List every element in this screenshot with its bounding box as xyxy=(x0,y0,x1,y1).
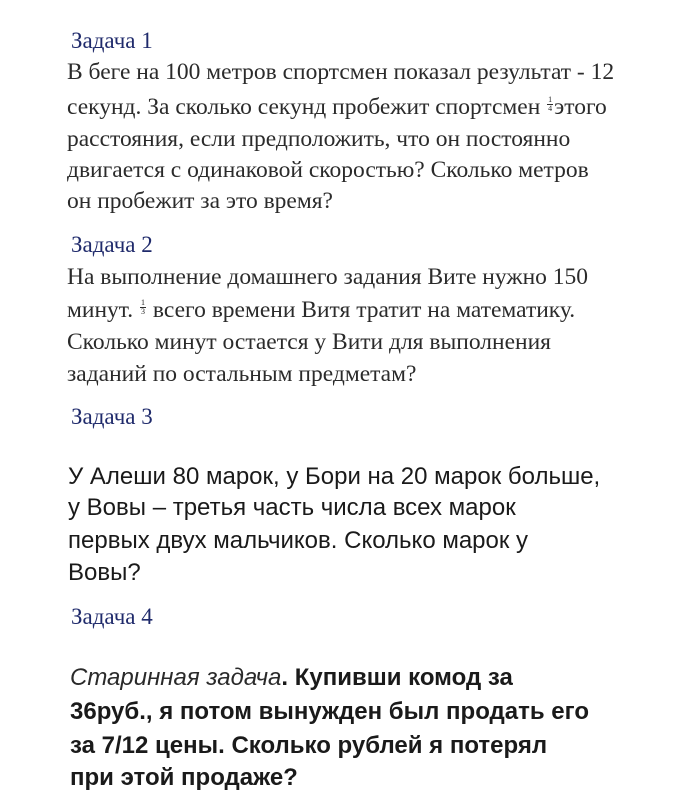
task1-text-line1: В беге на 100 метров спортсмен показал результат - 12 xyxy=(67,59,615,85)
task2-text-line2-after: всего времени Витя тратит на математику. xyxy=(147,297,576,323)
task1-text-line2 xyxy=(67,93,607,121)
task4-text-line3: за 7/12 цены. Сколько рублей я потерял xyxy=(70,732,548,759)
task1-text-line3: расстояния, если предположить, что он постоянно xyxy=(67,126,571,152)
task1-text-line2-after: этого xyxy=(554,94,607,120)
task4-text-line4: при этой продаже? xyxy=(70,764,298,791)
task1-text-line4: двигается с одинаковой скоростью? Сколько метров xyxy=(67,157,589,183)
task2-title: Задача 2 xyxy=(71,232,153,257)
task1-fraction xyxy=(547,96,553,113)
task4-text-line1 xyxy=(70,662,513,694)
task3-text-line1: У Алеши 80 марок, у Бори на 20 марок больше, xyxy=(68,463,601,490)
task4-title: Задача 4 xyxy=(71,604,153,629)
task2-text-line2 xyxy=(67,296,575,324)
task2-text-line2-before: минут. xyxy=(67,297,140,323)
task3-text-line2: у Вовы – третья часть числа всех марок xyxy=(68,494,516,521)
task3-title: Задача 3 xyxy=(71,404,153,429)
task1-fraction-denominator: 4 xyxy=(548,104,553,114)
task2-fraction-denominator: 3 xyxy=(141,307,146,317)
task2-fraction xyxy=(140,299,146,316)
task4-old-problem-label: Старинная задача xyxy=(70,664,282,691)
task1-text-line2-before: секунд. За сколько секунд пробежит спортсмен xyxy=(67,94,547,120)
task4-text-line2: 36руб., я потом вынужден был продать его xyxy=(70,698,589,725)
task2-fraction-numerator: 1 xyxy=(141,298,146,308)
task3-text-line3: первых двух мальчиков. Сколько марок у xyxy=(68,527,529,554)
task1-fraction-numerator: 1 xyxy=(548,95,553,105)
task2-text-line3: Сколько минут остается у Вити для выполнения xyxy=(67,329,551,355)
task1-text-line5: он пробежит за это время? xyxy=(67,188,333,214)
task2-text-line1: На выполнение домашнего задания Вите нужно 150 xyxy=(67,264,589,290)
task3-text-line4: Вовы? xyxy=(68,559,141,586)
task1-title: Задача 1 xyxy=(71,28,153,53)
task2-text-line4: заданий по остальным предметам? xyxy=(67,361,417,387)
task4-text-line1-bold: . Купивши комод за xyxy=(281,664,513,691)
